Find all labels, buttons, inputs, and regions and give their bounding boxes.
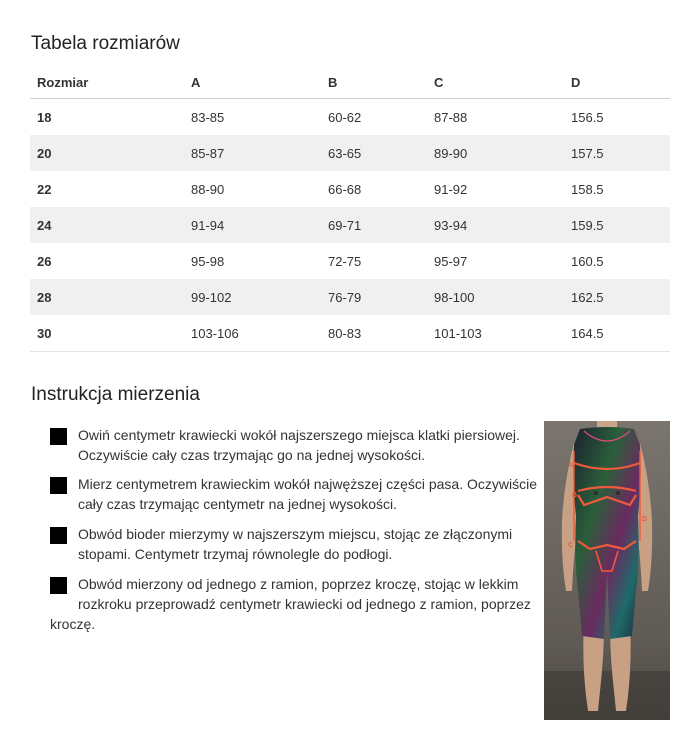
instruction-item-c: [40, 524, 564, 564]
cell-size: 24: [30, 207, 191, 243]
table-row: [30, 243, 670, 279]
instruction-text-b: Mierz centymetrem krawieckim wokół najwęższej części pasa. Oczywiście cały czas trzymając centymetr na jednej wysokości.: [78, 476, 538, 512]
letter-badge-b: B: [50, 477, 67, 494]
table-row: [30, 171, 670, 207]
figure-marker-c: C: [568, 542, 574, 549]
cell-c: 101-103: [434, 315, 571, 352]
header-b: B: [328, 66, 434, 99]
cell-b: 63-65: [328, 135, 434, 171]
table-row: [30, 279, 670, 315]
cell-d: 158.5: [571, 181, 604, 197]
cell-size: 18: [37, 109, 52, 125]
cell-a: 99-102: [191, 279, 328, 315]
cell-c: 89-90: [434, 135, 571, 171]
cell-size: 30: [30, 315, 191, 352]
cell-b: 69-71: [328, 207, 434, 243]
cell-c: 93-94: [434, 207, 571, 243]
cell-b: 66-68: [328, 181, 362, 197]
header-c: C: [434, 66, 571, 99]
table-row: [30, 135, 670, 171]
measurement-figure-image: [544, 421, 670, 720]
size-table-body: [30, 99, 670, 352]
header-a: A: [191, 66, 328, 99]
header-d: D: [571, 66, 670, 99]
cell-d: 164.5: [571, 315, 670, 352]
cell-size: 26: [37, 253, 52, 269]
cell-a: 88-90: [191, 181, 225, 197]
cell-a: 91-94: [191, 207, 328, 243]
instruction-text-a: Owiń centymetr krawiecki wokół najszerszego miejsca klatki piersiowej. Oczywiście cały czas trzymając go na jednej wysokości.: [78, 427, 520, 463]
figure-marker-d: D: [642, 516, 648, 523]
table-row: [30, 207, 670, 243]
cell-a: 85-87: [191, 135, 328, 171]
instruction-text-d-line1: Obwód mierzony od jednego z ramion, poprzez kroczę, stojąc w lekkim rozkroku przeprowadź centymetr krawiecki od jednego z ramion, poprzez: [78, 576, 531, 612]
cell-c: 91-92: [434, 181, 468, 197]
letter-badge-c: C: [50, 527, 67, 544]
letter-badge-a: A: [50, 428, 67, 445]
cell-a: 103-106: [191, 315, 328, 352]
instruction-item-b: [40, 474, 564, 514]
header-size: Rozmiar: [30, 66, 191, 99]
instruction-item-a: [40, 425, 564, 465]
cell-b: 76-79: [328, 279, 434, 315]
figure-marker-b: B: [572, 492, 578, 499]
letter-badge-d: D: [50, 577, 67, 594]
cell-c: 98-100: [434, 279, 571, 315]
cell-b: 80-83: [328, 315, 434, 352]
cell-size: 28: [30, 279, 191, 315]
figure-marker-a: A: [568, 462, 574, 469]
table-row: [30, 315, 670, 352]
size-table-title: Tabela rozmiarów: [31, 33, 180, 54]
cell-size: 22: [37, 181, 52, 197]
instruction-item-d: [40, 574, 536, 634]
size-table: [30, 66, 670, 352]
table-row: [30, 99, 670, 136]
cell-c: 87-88: [434, 109, 468, 125]
cell-d: 160.5: [571, 253, 604, 269]
cell-d: 162.5: [571, 279, 670, 315]
instructions-title: Instrukcja mierzenia: [31, 384, 200, 405]
cell-d: 156.5: [571, 109, 604, 125]
size-table-header-row: [30, 66, 670, 99]
cell-c: 95-97: [434, 253, 468, 269]
cell-d: 159.5: [571, 207, 670, 243]
instruction-text-c: Obwód bioder mierzymy w najszerszym miejscu, stojąc ze złączonymi stopami. Centymetr trzymaj równolegle do podłogi.: [78, 526, 513, 562]
cell-a: 83-85: [191, 109, 225, 125]
cell-size: 20: [30, 135, 191, 171]
instruction-text-d-line2: kroczę.: [50, 616, 96, 632]
cell-a: 95-98: [191, 253, 225, 269]
cell-d: 157.5: [571, 135, 670, 171]
cell-b: 72-75: [328, 253, 362, 269]
cell-b: 60-62: [328, 109, 362, 125]
